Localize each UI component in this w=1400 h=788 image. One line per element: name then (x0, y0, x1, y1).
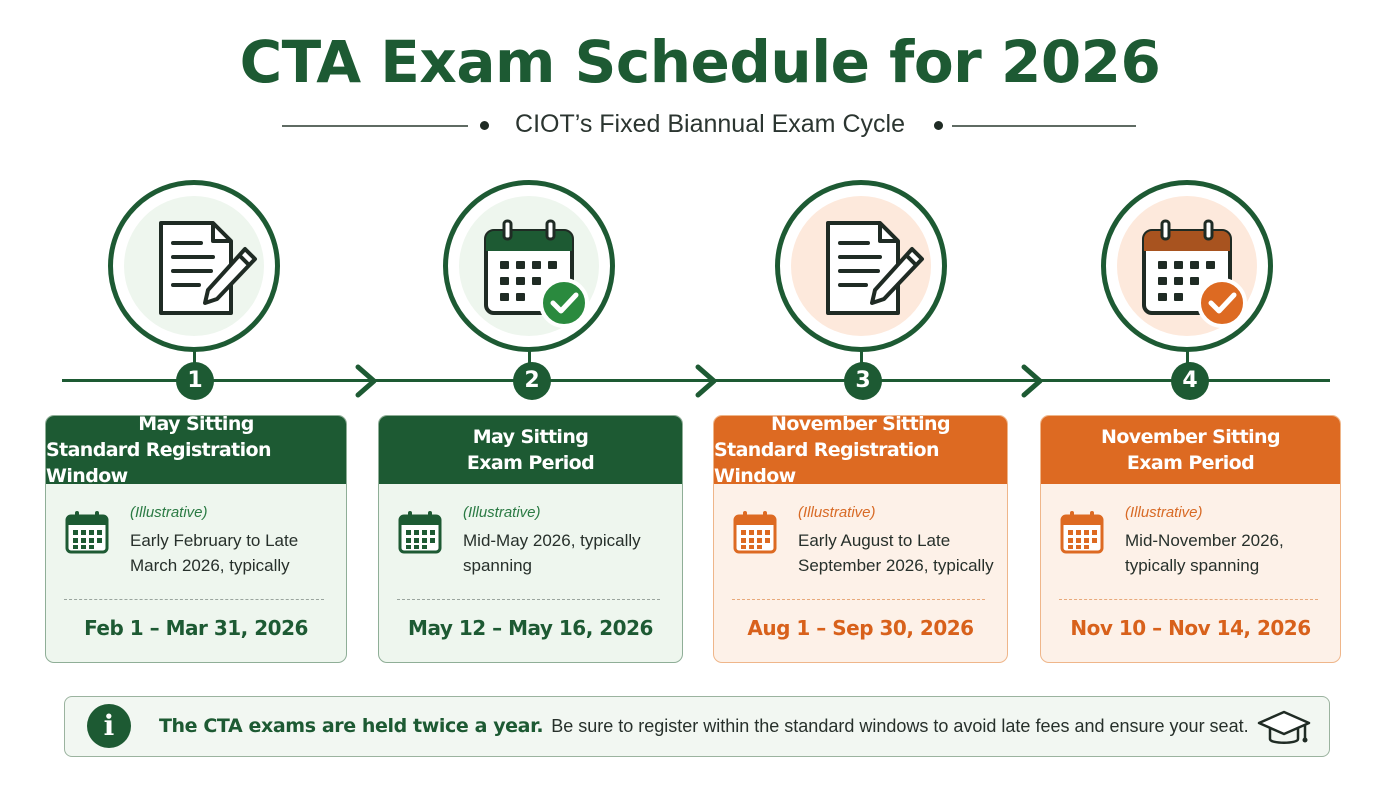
card-heading-line1: May Sitting (472, 426, 589, 448)
step-1-icon-circle (108, 180, 280, 352)
card-note: (Illustrative) (463, 504, 541, 521)
step-number-1: 1 (176, 362, 214, 400)
step-number-2: 2 (513, 362, 551, 400)
calendar-icon (64, 510, 110, 556)
card-date-range: Aug 1 – Sep 30, 2026 (747, 616, 974, 640)
card-divider (1059, 599, 1318, 600)
graduation-cap-icon (1257, 708, 1311, 748)
card-heading-line2: Exam Period (466, 452, 595, 474)
subtitle-rule-right (952, 125, 1136, 127)
step-card-2 (378, 415, 683, 663)
card-divider (397, 599, 660, 600)
step-number-4: 4 (1171, 362, 1209, 400)
card-heading (46, 415, 346, 487)
chevron-right-icon (350, 362, 384, 400)
card-divider (732, 599, 985, 600)
card-heading (714, 415, 1007, 487)
calendar-icon (397, 510, 443, 556)
subtitle: CIOT’s Fixed Biannual Exam Cycle (515, 110, 905, 138)
info-text (159, 715, 1249, 737)
card-heading-line2: Standard Registration Window (46, 439, 271, 487)
card-date-range: Feb 1 – Mar 31, 2026 (84, 616, 308, 640)
subtitle-rule-left (282, 125, 468, 127)
page-title: CTA Exam Schedule for 2026 (239, 28, 1161, 96)
card-heading-line2: Standard Registration Window (714, 439, 939, 487)
card-heading-line1: November Sitting (771, 415, 950, 435)
calendar-check-icon (1106, 185, 1268, 347)
card-heading-line1: May Sitting (138, 415, 254, 435)
card-heading (1041, 416, 1340, 484)
card-description: Early August to Late September 2026, typically (798, 531, 994, 575)
card-description: Early February to Late March 2026, typically (130, 531, 299, 575)
card-description: Mid-November 2026, typically spanning (1125, 531, 1284, 575)
chevron-right-icon (690, 362, 724, 400)
card-date-range: Nov 10 – Nov 14, 2026 (1070, 616, 1311, 640)
calendar-icon (732, 510, 778, 556)
step-3-icon-circle (775, 180, 947, 352)
subtitle-dot-left (480, 121, 489, 130)
card-note: (Illustrative) (130, 504, 208, 521)
info-icon: i (87, 704, 131, 748)
card-heading-line2: Exam Period (1126, 452, 1255, 474)
step-number-3: 3 (844, 362, 882, 400)
card-heading-line1: November Sitting (1101, 426, 1280, 448)
card-date-range: May 12 – May 16, 2026 (408, 616, 653, 640)
card-description: Mid-May 2026, typically spanning (463, 531, 641, 575)
card-heading (379, 416, 682, 484)
card-divider (64, 599, 324, 600)
info-text-bold: The CTA exams are held twice a year. (159, 715, 544, 737)
calendar-check-icon (448, 185, 610, 347)
step-card-1 (45, 415, 347, 663)
card-note: (Illustrative) (1125, 504, 1203, 521)
document-pen-icon (113, 185, 275, 347)
subtitle-dot-right (934, 121, 943, 130)
step-4-icon-circle (1101, 180, 1273, 352)
step-2-icon-circle (443, 180, 615, 352)
chevron-right-icon (1016, 362, 1050, 400)
step-card-4 (1040, 415, 1341, 663)
info-text-body: Be sure to register within the standard windows to avoid late fees and ensure your seat. (551, 716, 1249, 736)
card-note: (Illustrative) (798, 504, 876, 521)
document-pen-icon (780, 185, 942, 347)
info-banner (64, 696, 1330, 757)
calendar-icon (1059, 510, 1105, 556)
subtitle-row (282, 108, 1136, 144)
step-card-3 (713, 415, 1008, 663)
